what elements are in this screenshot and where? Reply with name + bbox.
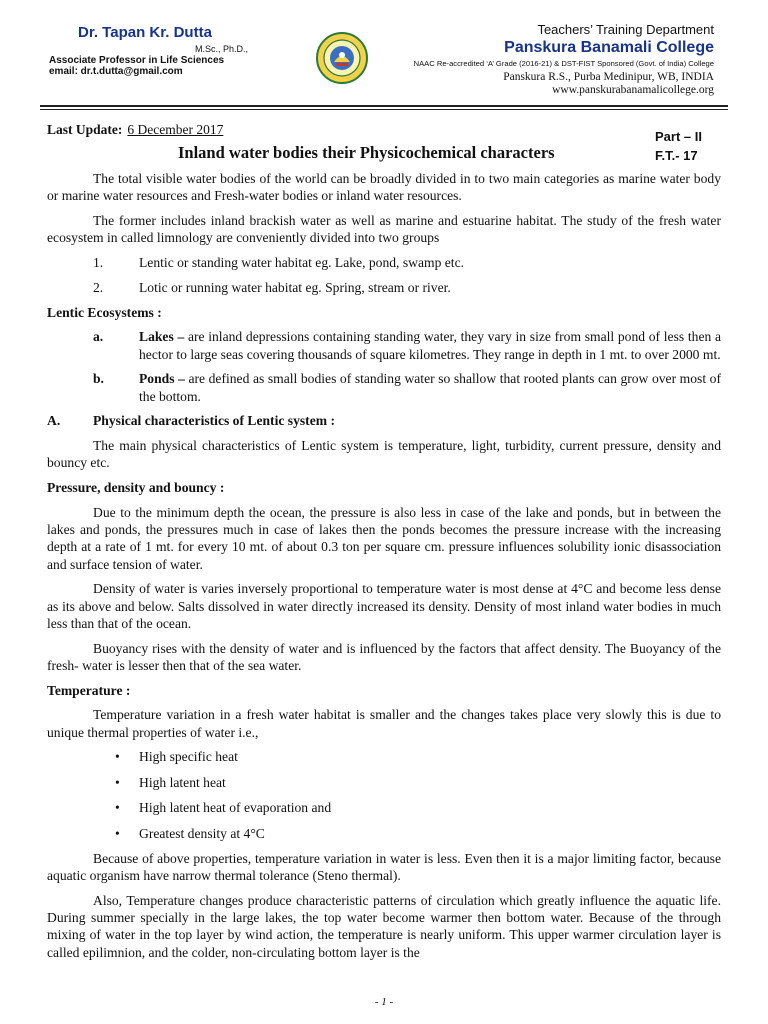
author-degrees: M.Sc., Ph.D.,: [195, 44, 249, 54]
bullet-item: • High specific heat: [47, 748, 721, 765]
part-label: Part – II: [655, 129, 702, 144]
section-heading: A. Physical characteristics of Lentic system :: [47, 413, 335, 429]
list-item: b. Ponds – are defined as small bodies of standing water so shallow that rooted plants can grow over most of the bottom.: [93, 371, 721, 404]
section-heading: Lentic Ecosystems :: [47, 304, 162, 320]
last-update-label: Last Update:: [47, 122, 123, 137]
bullet-icon: •: [115, 774, 120, 790]
college-seal-icon: [316, 32, 368, 84]
bullet-item: • Greatest density at 4°C: [47, 825, 721, 842]
bullet-icon: •: [115, 749, 120, 765]
section-heading: Pressure, density and bouncy :: [47, 480, 225, 496]
header-divider-thin: [40, 109, 728, 110]
author-name: Dr. Tapan Kr. Dutta: [78, 24, 212, 41]
section-heading: Temperature :: [47, 682, 131, 698]
paragraph: Because of above properties, temperature variation in water is less. Even then it is a major limiting factor, because aquatic organism have narrow thermal tolerance (Steno thermal).: [47, 850, 721, 884]
college-website: www.panskurabanamalicollege.org: [552, 84, 714, 96]
author-email: email: dr.t.dutta@gmail.com: [49, 66, 183, 77]
paragraph: The total visible water bodies of the world can be broadly divided in to two main categories as marine water body or marine water resources and Fresh-water bodies or inland water resources.: [47, 171, 721, 204]
author-position: Associate Professor in Life Sciences: [49, 55, 225, 66]
list-item: 2. Lotic or running water habitat eg. Spring, stream or river.: [93, 279, 451, 295]
bullet-icon: •: [115, 825, 120, 841]
author-block: [47, 24, 297, 77]
paragraph: Density of water is varies inversely proportional to temperature water is most dense at 4°C and become less dense as its above and below. Salts dissolved in water directly increased its density. Density of most inland water bodies in much less than that of the ocean.: [47, 581, 721, 631]
list-item: 1. Lentic or standing water habitat eg. Lake, pond, swamp etc.: [93, 255, 465, 270]
accreditation-text: NAAC Re-accredited ‘A’ Grade (2016-21) & DST-FIST Sponsored (Govt. of India) College: [413, 59, 714, 68]
paragraph: The former includes inland brackish water as well as marine and estuarine habitat. The study of the fresh water ecosystem in called limnology are conveniently divided into two groups: [47, 213, 721, 246]
term: Ponds –: [139, 371, 185, 387]
paragraph: The main physical characteristics of Lentic system is temperature, light, turbidity, current pressure, density and bouncy etc.: [47, 438, 721, 471]
ft-label: F.T.- 17: [655, 148, 698, 163]
term: Lakes –: [139, 329, 185, 345]
paragraph: Due to the minimum depth the ocean, the pressure is also less in case of the lake and ponds, but in between the lakes and ponds, the pressures much in case of lakes then the ponds becomes the pressure increase with the increasing depth at a rate of 1 mt. for every 10 mt. of about 0.3 ton per square cm. pressure influences solubility ionic disassociation and surface tension of water.: [47, 504, 721, 572]
college-address: Panskura R.S., Purba Medinipur, WB, INDIA: [503, 71, 714, 83]
college-name: Panskura Banamali College: [504, 39, 714, 56]
last-update: [47, 122, 223, 138]
paragraph: Also, Temperature changes produce characteristic patterns of circulation which greatly influence the aquatic life. During summer specially in the large lakes, the top water become warmer then bottom water. Because of the through mixing of water in the top layer by wind action, the temperature is nearly uniform. This upper warmer circulation layer is called epilimnion, and the colder, non-circulating bottom layer is the: [47, 892, 721, 960]
page-number: - 1 -: [374, 996, 394, 1008]
last-update-date: 6 December 2017: [127, 122, 224, 137]
bullet-item: • High latent heat: [47, 774, 721, 791]
list-item: a. Lakes – are inland depressions containing standing water, they vary in size from small pond of less then a hector to large seas covering thousands of square kilometres. They range in depth in 1 mt. to over 2000 mt.: [93, 329, 721, 362]
paragraph: Temperature variation in a fresh water habitat is smaller and the changes takes place very slowly this is due to unique thermal properties of water i.e.,: [47, 707, 721, 740]
document-title: Inland water bodies their Physicochemical characters: [178, 143, 555, 162]
college-block: [374, 22, 714, 96]
paragraph: Buoyancy rises with the density of water and is influenced by the factors that affect density. The Buoyancy of the fresh- water is lesser then that of the sea water.: [47, 640, 721, 673]
bullet-item: • High latent heat of evaporation and: [47, 799, 721, 816]
header-divider: [40, 105, 728, 107]
bullet-icon: •: [115, 800, 120, 816]
document-body: [47, 170, 721, 968]
department-name: Teachers’ Training Department: [537, 22, 714, 37]
part-info: [655, 127, 702, 165]
